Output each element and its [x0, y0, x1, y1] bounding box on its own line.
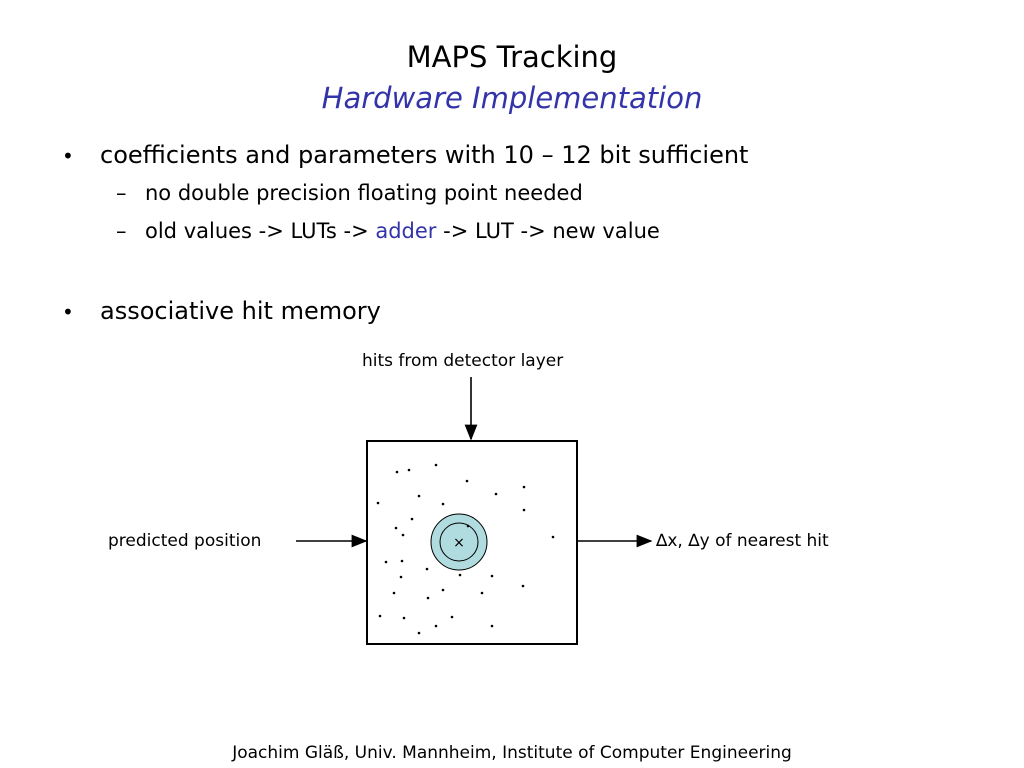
hit-dot — [552, 536, 555, 539]
hit-dot — [400, 576, 403, 579]
hit-dot — [435, 464, 438, 467]
hit-dot — [379, 615, 382, 618]
lut-chain-end: -> LUT -> new value — [436, 219, 660, 243]
slide-subtitle: Hardware Implementation — [321, 81, 703, 115]
hits-input-label: hits from detector layer — [362, 351, 564, 371]
adder-highlight: adder — [375, 219, 437, 243]
sub-bullet-marker: – — [116, 181, 127, 205]
hit-dot — [523, 509, 526, 512]
hit-dot — [427, 597, 430, 600]
hit-dot — [522, 585, 525, 588]
hit-dot — [418, 632, 421, 635]
bullet-coefficients: coefficients and parameters with 10 – 12 bit sufficient — [100, 141, 749, 169]
hit-dot — [467, 525, 470, 528]
hit-dot — [442, 589, 445, 592]
lut-chain-start: old values -> LUTs -> — [145, 219, 376, 243]
hit-dot — [418, 495, 421, 498]
hit-dot — [459, 574, 462, 577]
hit-dot — [451, 616, 454, 619]
hit-dot — [395, 527, 398, 530]
nearest-hit-output-label: ∆x, ∆y of nearest hit — [656, 531, 829, 551]
hit-dot — [495, 493, 498, 496]
sub-bullet-marker: – — [116, 219, 127, 243]
footer-credit: Joachim Gläß, Univ. Mannheim, Institute of Computer Engineering — [232, 743, 792, 763]
hit-dot — [523, 486, 526, 489]
hit-dot — [491, 625, 494, 628]
hit-dot — [408, 469, 411, 472]
hit-dot — [442, 503, 445, 506]
bullet-marker: • — [62, 300, 74, 324]
hit-dot — [491, 575, 494, 578]
hit-dot — [385, 561, 388, 564]
bullet-associative-memory: associative hit memory — [100, 297, 381, 325]
hit-dot — [403, 617, 406, 620]
hit-dot — [377, 502, 380, 505]
hit-dot — [411, 518, 414, 521]
hit-dot — [466, 480, 469, 483]
bullet-marker: • — [62, 144, 74, 168]
hit-dot — [402, 534, 405, 537]
hit-dot — [426, 568, 429, 571]
predicted-position-label: predicted position — [108, 531, 262, 551]
hit-dot — [401, 560, 404, 563]
predicted-point-marker: × — [453, 535, 465, 551]
slide-title: MAPS Tracking — [406, 40, 618, 74]
hit-dot — [435, 625, 438, 628]
hit-dot — [396, 471, 399, 474]
sub-bullet-precision: no double precision floating point needed — [145, 181, 583, 205]
hit-dot — [393, 592, 396, 595]
hit-dot — [481, 592, 484, 595]
